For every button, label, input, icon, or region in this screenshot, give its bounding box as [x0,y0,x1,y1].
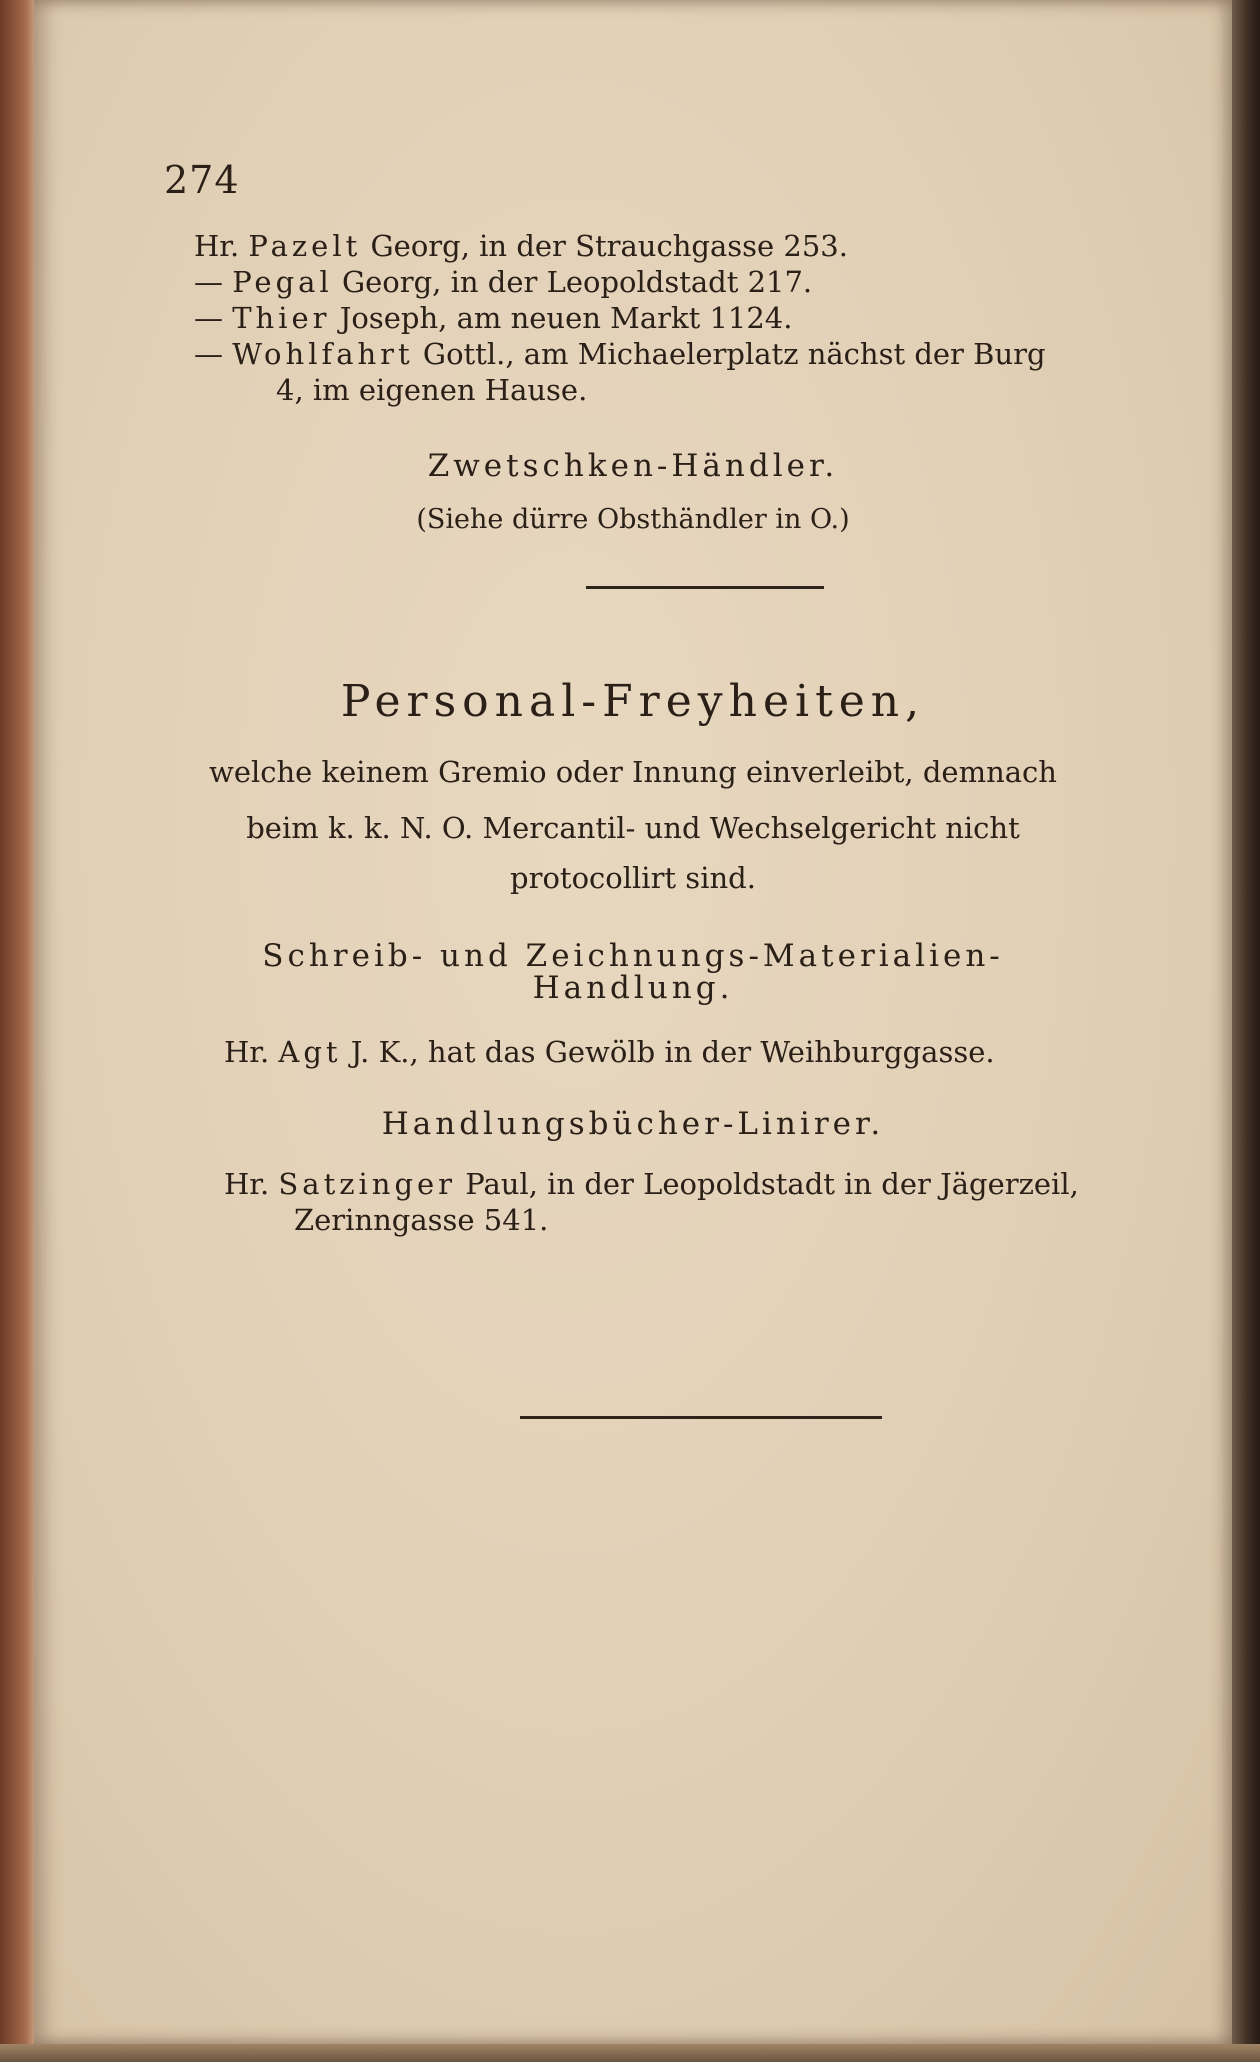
section-note: (Siehe dürre Obsthändler in O.) [416,504,850,535]
section-title-schreib-line-1: Schreib- und Zeichnungs-Materialien- [262,938,1004,974]
entry-name: Wohlfahrt [232,337,414,371]
entry-prefix: — [194,301,223,335]
directory-entry [194,336,1046,408]
section-title-schreib-line-2: Handlung. [532,970,734,1006]
main-heading-line-2: beim k. k. N. O. Mercantil- und Wechselgericht nicht [246,811,1020,845]
page-edge-bottom [0,2044,1260,2062]
entry-text: Gottl., am Michaelerplatz nächst der Burg [422,337,1046,371]
entry-continuation: 4, im eigenen Hause. [276,373,588,407]
directory-entry [224,1166,1079,1238]
entry-prefix: — [194,265,223,299]
entry-name: Pegal [232,265,333,299]
entry-text: J. K., hat das Gewölb in der Weihburggasse. [350,1035,995,1069]
page-number: 274 [164,158,240,202]
entry-prefix: Hr. [224,1035,270,1069]
directory-entry [194,228,848,264]
directory-entry [194,264,812,300]
entry-text: Georg, in der Strauchgasse 253. [370,229,848,263]
entry-text: Paul, in der Leopoldstadt in der Jägerzeil, [465,1167,1079,1201]
entry-prefix: Hr. [194,229,240,263]
directory-entry [224,1034,995,1070]
entry-text: Georg, in der Leopoldstadt 217. [341,265,813,299]
entry-prefix: — [194,337,223,371]
book-spine [0,0,34,2062]
book-page [34,0,1232,2044]
entry-name: Satzinger [278,1167,457,1201]
entry-prefix: Hr. [224,1167,270,1201]
entry-name: Pazelt [248,229,362,263]
entry-name: Thier [232,301,331,335]
entry-text: Joseph, am neuen Markt 1124. [339,301,793,335]
main-heading-line-3: protocollirt sind. [510,861,756,895]
main-heading: Personal-Freyheiten, [340,676,926,727]
page-edge-right [1232,0,1260,2062]
section-title-zwetschken: Zwetschken-Händler. [427,448,839,484]
entry-name: Agt [278,1035,342,1069]
divider-rule [586,586,824,589]
directory-entry [194,300,792,336]
main-heading-line-1: welche keinem Gremio oder Innung einverleibt, demnach [209,755,1057,789]
entry-continuation: Zerinngasse 541. [294,1203,549,1237]
end-rule [520,1416,882,1419]
section-title-linirer: Handlungsbücher-Linirer. [381,1106,885,1142]
